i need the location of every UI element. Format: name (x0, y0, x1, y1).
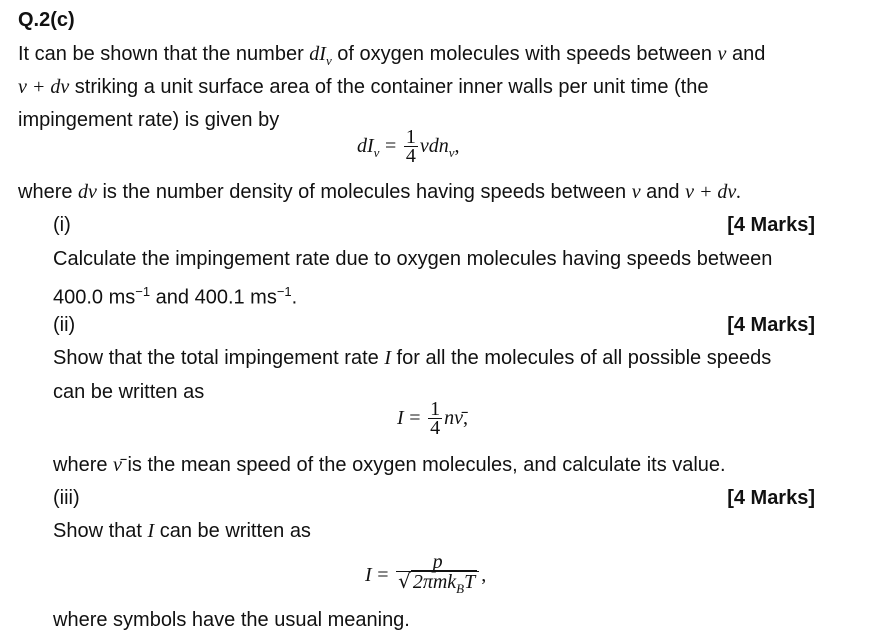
fraction-one-quarter: $\frac{1}{4}$ (405, 126, 416, 168)
equation-impingement: $dI_\nu$ = $\frac{1}{4}$ νdn$_\nu$, (357, 126, 460, 168)
part-i-marks: [4 Marks] (727, 214, 815, 236)
intro-line-1: It can be shown that the number $dI_\nu$ of oxygen molecules with speeds between ν and (18, 43, 766, 68)
equation-pressure-form: I = $\frac{p}{√ 2\pi mk_BT}$ , (365, 551, 487, 597)
question-heading: Q.2(c) (18, 9, 75, 31)
symbol-dI: $dI_\nu$ (309, 43, 332, 68)
square-root: √ 2πmk$_B$T (398, 569, 476, 597)
intro-line-3: impingement rate) is given by (18, 109, 280, 131)
equation-total-rate: I = $\frac{1}{4}$ nν̄, (397, 398, 468, 440)
fraction-one-quarter-2: $\frac{1}{4}$ (430, 398, 441, 440)
part-i-label: (i) (53, 214, 71, 236)
part-iii-marks: [4 Marks] (727, 487, 815, 509)
part-ii-line-1: Show that the total impingement rate I for all the molecules of all possible speeds (53, 347, 772, 369)
part-ii-after: where ν̄ is the mean speed of the oxygen molecules, and calculate its value. (53, 454, 726, 476)
where-line: where dν is the number density of molecules having speeds between ν and ν + dν. (18, 181, 742, 203)
part-iii-after: where symbols have the usual meaning. (53, 609, 410, 631)
part-iii-label: (iii) (53, 487, 80, 509)
part-i-line-2: 400.0 $ms^{-1}$ and 400.1 $ms^{-1}$. (53, 284, 298, 309)
part-ii-label: (ii) (53, 314, 76, 336)
fraction-pressure: $\frac{p}{√ 2\pi mk_BT}$ (396, 553, 479, 598)
part-i-line-1: Calculate the impingement rate due to oxygen molecules having speeds between (53, 248, 773, 270)
part-ii-line-2: can be written as (53, 381, 205, 403)
part-ii-marks: [4 Marks] (727, 314, 815, 336)
part-iii-line-1: Show that I can be written as (53, 520, 311, 542)
intro-line-2: ν + dν striking a unit surface area of the container inner walls per unit time (the (18, 76, 709, 98)
